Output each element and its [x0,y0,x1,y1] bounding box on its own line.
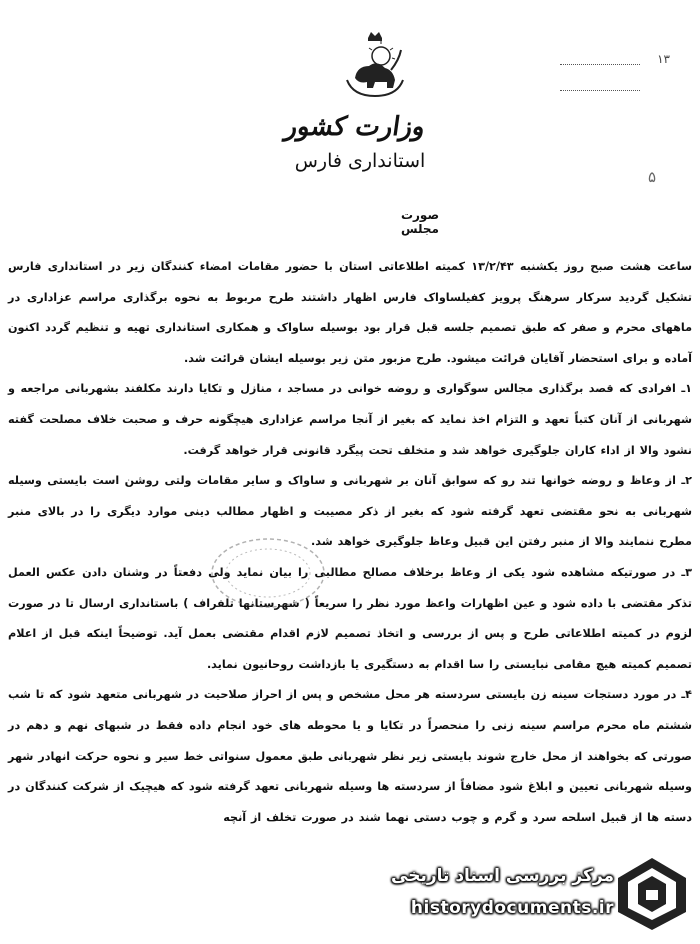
ministry-name: وزارت کشور [282,112,428,142]
paragraph-intro: ساعت هشت صبح روز یکشنبه ۱۳/۲/۴۳ کمیته اطلاعاتی استان با حضور مقامات امضاء کنندگان زیر در استانداری فارس تشکیل گردید سرکار سرهنگ پرویز کفیلساواک فارس اظهار داشتند طرح مربوط به نحوه برگذاری مراسم عزاداری در ماههای محرم و صفر که طبق تصمیم جلسه قبل قرار بود بوسیله ساواک و همکاری استانداری تهیه و تنظیم گردد اکنون آماده و برای استحضار آقایان قرائت میشود. طرح مزبور متن زیر بوسیله ایشان قرائت شد. [8,260,692,365]
dotted-line [560,90,640,91]
corner-mark: ۵ [647,168,656,186]
paragraph-2: ۲ـ از وعاظ و روضه خوانها تند رو که سوابق آنان بر شهربانی و ساواک و سایر مقامات ولتی روشن است بایستی وسیله شهربانی به نحو مقتضی تعهد گرفته شود که بغیر از ذکر مصیبت و اظهار مطالب دینی موارد دیگری را در بالای منبر مطرح ننمایند والا از منبر رفتن این قبیل وعاظ جلوگیری خواهد شد. [8,474,692,549]
letter-number-value: ۱۳ [657,52,670,66]
dotted-line [560,64,640,65]
paragraph-3: ۳ـ در صورتیکه مشاهده شود یکی از وعاظ برخلاف مصالح مطالبی را بیان نماید ولی دفعتاً در وشنان دادن عکس العمل تذکر مقتضی با داده شود و عین اظهارات واعظ مورد نظر را سریعاً ( شهرستانها تلفراف ) باستانداری ارسال تا در صورت لزوم در کمیته اطلاعاتی طرح و پس از بررسی و اتخاذ تصمیم لازم اقدام مقتضی بعمل آید. توضیحاً اینکه قبل از اعلام تصمیم کمیته هیچ مقامی نبایستی را سا اقدام به دستگیری یا بازداشت روحانیون نماید. [8,565,692,671]
paragraph-4: ۴ـ در مورد دستجات سینه زن بایستی سردسته هر محل مشخص و پس از احراز صلاحیت در شهربانی متعهد شود که تا شب ششتم ماه محرم مراسم سینه زنی را منحصراً در تکایا و یا محوطه های خود انجام داده فقط در شبهای نهم و دهم در صورتی که بخواهند از محل خارج شوند بایستی زیر نظر شهربانی طبق معمول سنواتی خط سیر و نحوه حرکت انهادر شهر وسیله شهربانی تعیین و ابلاغ شود مضافاً از سردسته ها وسیله شهربانی تعهد گرفته شود که هیچیک از شرکت کنندگان در دسته ها از قبیل اسلحه سرد و گرم و چوب دستی نهما شند در صورت تخلف از آنچه [8,688,692,824]
archive-logo-icon [612,854,692,934]
watermark-url: historydocuments.ir [410,898,614,918]
watermark-persian-text: مرکز بررسی اسناد تاریخی [391,866,614,886]
ink-stamp-icon [208,535,328,610]
archive-watermark [292,854,692,936]
governorate-name: استانداری فارس [294,150,426,172]
lion-and-sun-emblem-icon [335,30,415,100]
document-body [8,252,692,833]
paragraph-1: ۱ـ افرادی که قصد برگذاری مجالس سوگواری و روضه خوانی در مساجد ، منازل و تکایا دارند مکلفند بشهربانی مراجعه و شهربانی از آنان کتباً تعهد و التزام اخذ نماید که بغیر از آنجا مراسم عزاداری هیچگونه حرف و صحبت خلاف مصلحت گفته نشود والا از اداء کاران جلوگیری خواهد شد و متخلف تحت پیگرد قانونی قرار خواهد گرفت. [8,382,692,457]
letter-number [657,52,670,66]
document-title: صورت مجلس [400,208,440,236]
